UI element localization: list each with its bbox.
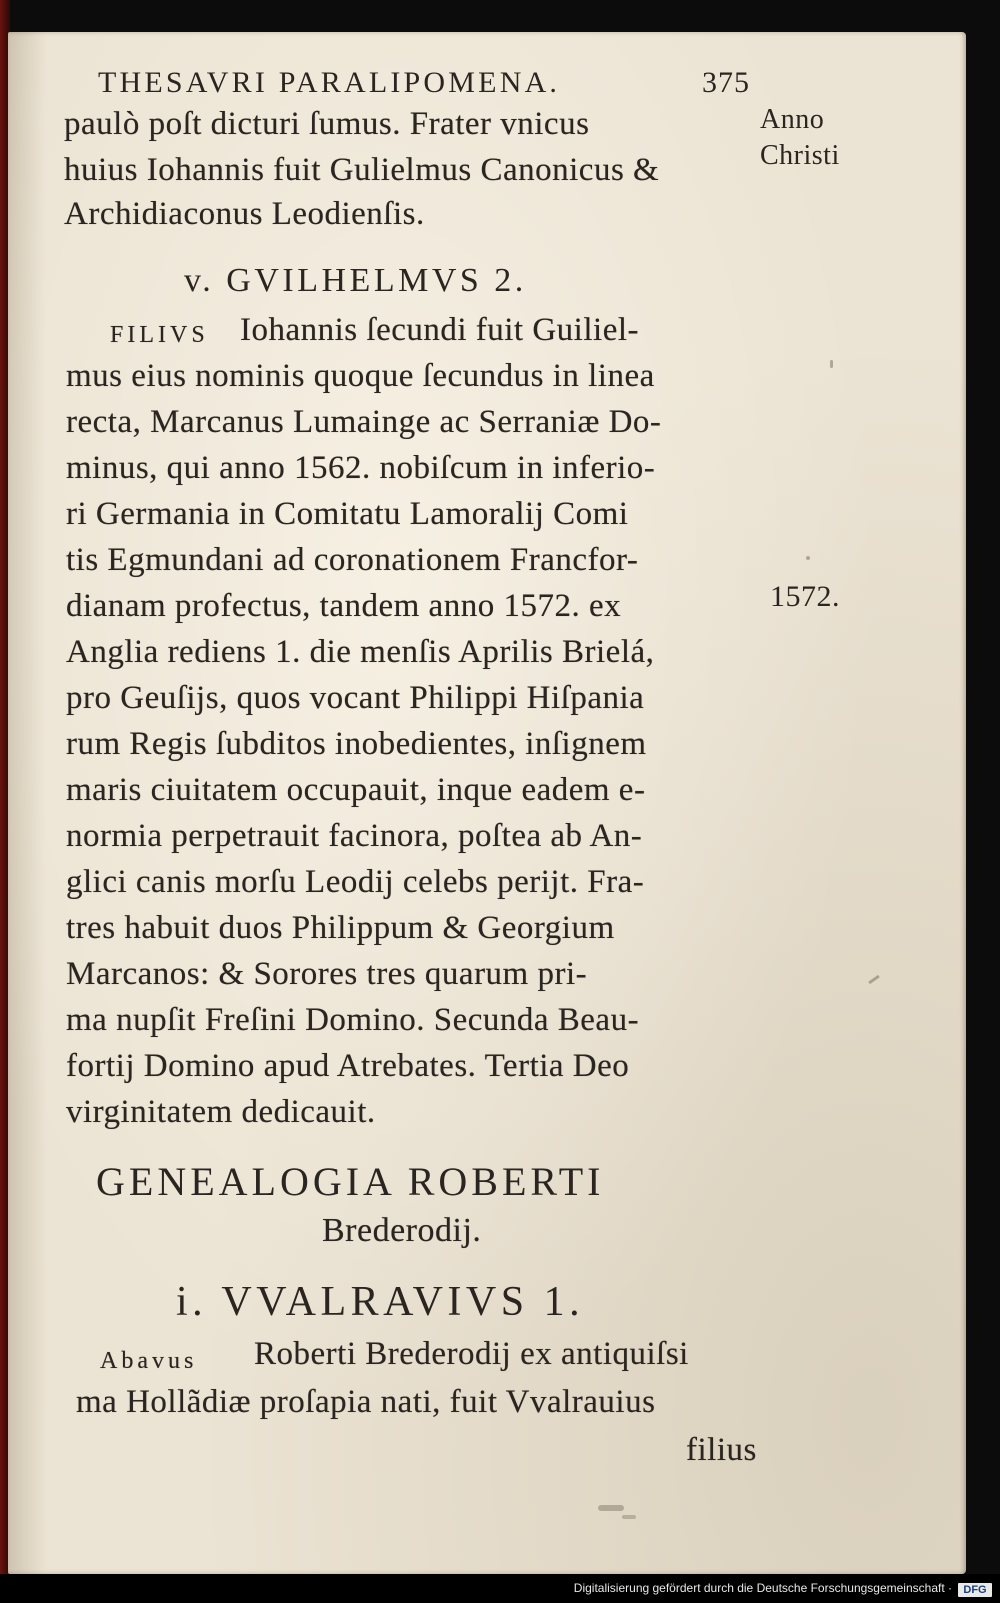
text-line: huius Iohannis fuit Gulielmus Canonicus &: [64, 152, 660, 188]
dfg-logo: DFG: [958, 1583, 992, 1597]
text-line: glici canis morſu Leodij celebs perijt. Fra-: [66, 864, 645, 900]
text-line: normia perpetrauit facinora, poſtea ab An-: [66, 818, 643, 854]
margin-note-anno: Anno: [760, 104, 825, 135]
page-number: 375: [702, 66, 750, 99]
text-line: fortij Domino apud Atrebates. Tertia Deo: [66, 1048, 630, 1084]
abavus-word: Abavus: [100, 1348, 198, 1374]
running-head: THESAVRI PARALIPOMENA.: [98, 66, 561, 99]
text-line: dianam profectus, tandem anno 1572. ex: [66, 588, 622, 624]
text-line: virginitatem dedicauit.: [66, 1094, 376, 1130]
filius-word: FILIVS: [110, 322, 209, 348]
text-line: paulò poſt dicturi ſumus. Frater vnicus: [64, 106, 590, 142]
catchword: filius: [686, 1432, 757, 1468]
text-line: ma nupſit Freſini Domino. Secunda Beau-: [66, 1002, 640, 1038]
text-line: mus eius nominis quoque ſecundus in linea: [66, 358, 655, 394]
section-heading: v. GVILHELMVS 2.: [184, 262, 527, 299]
text-line: Anglia rediens 1. die menſis Aprilis Brielá,: [66, 634, 655, 670]
text-line: recta, Marcanus Lumainge ac Serraniæ Do-: [66, 404, 662, 440]
genealogy-subtitle: Brederodij.: [322, 1212, 482, 1249]
text-line: Archidiaconus Leodienſis.: [64, 196, 425, 232]
ink-smudge: [622, 1515, 636, 1519]
margin-note-christi: Christi: [760, 140, 840, 171]
text-line: minus, qui anno 1562. nobiſcum in inferio-: [66, 450, 656, 486]
first-word-smallcaps: [110, 314, 209, 351]
text-line: tis Egmundani ad coronationem Francfor-: [66, 542, 639, 578]
ink-smudge: [598, 1505, 624, 1511]
first-word-smallcaps: [100, 1340, 197, 1377]
text-line: tres habuit duos Philippum & Georgium: [66, 910, 615, 946]
margin-note-year: 1572.: [770, 580, 840, 613]
text-line: rum Regis ſubditos inobedientes, inſignem: [66, 726, 647, 762]
text-line: Iohannis ſecundi fuit Guiliel-: [240, 312, 639, 348]
text-line: Roberti Brederodij ex antiquiſsi: [254, 1336, 689, 1372]
text-line: ri Germania in Comitatu Lamoralij Comi: [66, 496, 629, 532]
text-line: maris ciuitatem occupauit, inque eadem e-: [66, 772, 646, 808]
text-line: Marcanos: & Sorores tres quarum pri-: [66, 956, 588, 992]
paper-speck: [806, 556, 810, 560]
text-line: pro Geuſijs, quos vocant Philippi Hiſpania: [66, 680, 645, 716]
section-heading: i. VVALRAVIVS 1.: [176, 1279, 585, 1325]
genealogy-title: GENEALOGIA ROBERTI: [96, 1159, 605, 1204]
digitization-credit: Digitalisierung gefördert durch die Deutsche Forschungsgemeinschaft ·: [573, 1581, 952, 1595]
paper-speck: [830, 360, 833, 368]
text-line: ma Hollãdiæ proſapia nati, fuit Vvalrauius: [76, 1384, 656, 1420]
